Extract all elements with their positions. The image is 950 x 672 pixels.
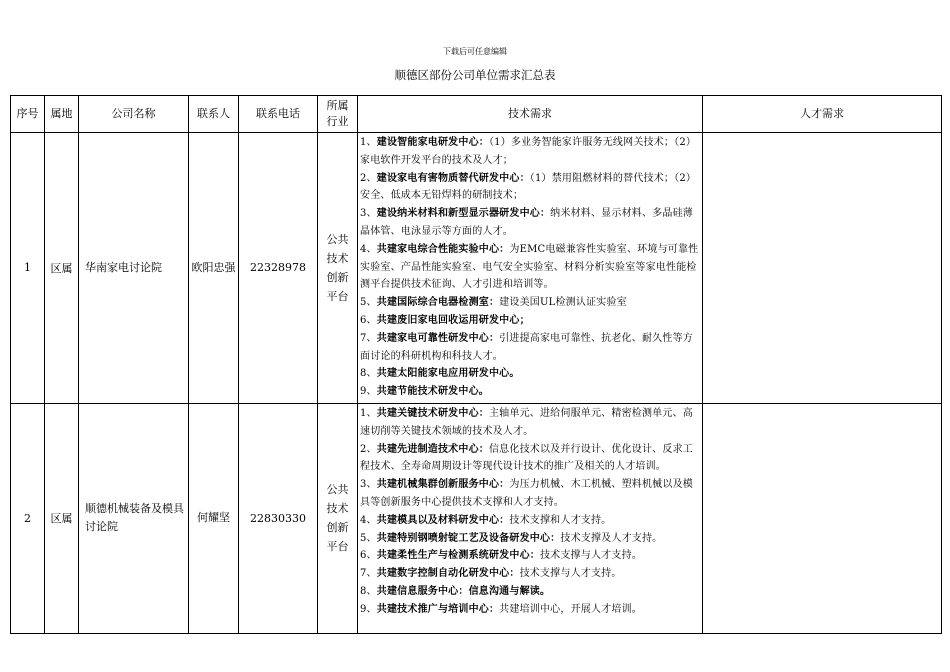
- tech-need-text: 共建培训中心，开展人才培训。: [499, 603, 642, 615]
- tech-need-title: 共建技术推广与培训中心：: [376, 603, 500, 615]
- tech-need-item: [360, 583, 701, 601]
- tech-need-title: 共建信息服务中心：信息沟通与解读。: [376, 585, 551, 597]
- tech-need-text: 技术支撑及人才支持。: [560, 532, 663, 544]
- tech-need-title: 共建数字控制自动化研发中心：: [376, 568, 520, 580]
- tech-need-number: 7、: [360, 332, 377, 344]
- header-industry: [318, 96, 358, 133]
- row-contact: 欧阳忠强: [189, 133, 239, 404]
- row-region: 区属: [45, 133, 79, 404]
- tech-need-title: 建设智能家电研发中心：: [376, 137, 489, 148]
- tech-need-title: 共建太阳能家电应用研发中心。: [376, 368, 520, 380]
- tech-need-item: [360, 512, 701, 530]
- tech-need-number: 4、: [360, 243, 377, 255]
- tech-need-number: 9、: [360, 386, 377, 398]
- row-talent-needs: [703, 403, 942, 633]
- tech-need-item: [360, 405, 701, 441]
- tech-need-title: 共建家电综合性能实验中心：: [376, 243, 510, 255]
- tech-need-item: [360, 565, 701, 583]
- tech-need-item: [360, 601, 701, 619]
- industry-char: 创新: [326, 521, 349, 535]
- row-company: 顺德机械装备及模具讨论院: [79, 403, 189, 633]
- tech-need-title: 共建关键技术研发中心：: [376, 407, 489, 419]
- row-index: 2: [11, 403, 45, 633]
- row-industry: [318, 133, 358, 404]
- tech-need-title: 共建模具以及材料研发中心：: [376, 514, 510, 526]
- tech-need-text: 为EMC电磁兼容性实验室、环境与可靠性实验室、产品性能实验室、电气安全实验室、材料分析实验室等家电性能检测平台提供技术征询、人才引进和培训等。: [360, 243, 699, 291]
- tech-need-item: [360, 294, 701, 312]
- tech-need-text: 引进提高家电可靠性、抗老化、耐久性等方面讨论的科研机构和科技人才。: [360, 332, 693, 362]
- tech-need-item: [360, 241, 701, 294]
- industry-char: 公共: [326, 232, 349, 246]
- tech-need-text: 技术支撑与人才支持。: [539, 550, 642, 562]
- tech-need-title: 共建家电可靠性研发中心：: [376, 332, 500, 344]
- tech-need-item: [360, 547, 701, 565]
- table-row: [11, 403, 942, 633]
- header-region: 属地: [45, 96, 79, 133]
- tech-need-title: 共建特别钢喷射锭工艺及设备研发中心：: [376, 532, 561, 544]
- download-note: 下载后可任意编辑: [443, 47, 507, 56]
- tech-need-number: 6、: [360, 314, 377, 326]
- tech-need-number: 5、: [360, 532, 377, 544]
- header-contact: 联系人: [189, 96, 239, 133]
- row-phone: 22328978: [239, 133, 318, 404]
- industry-char: 平台: [326, 540, 349, 554]
- tech-need-number: 3、: [360, 479, 377, 491]
- tech-need-title: 建设纳米材料和新型显示器研发中心：: [376, 208, 551, 220]
- tech-need-number: 2、: [360, 443, 377, 455]
- tech-need-item: [360, 476, 701, 512]
- industry-char: 公共: [326, 483, 349, 497]
- tech-need-title: 共建机械集群创新服务中心：: [376, 479, 510, 491]
- tech-need-title: 共建节能技术研发中心。: [376, 386, 489, 398]
- tech-need-number: 1、: [360, 137, 377, 148]
- tech-need-item: [360, 441, 701, 477]
- header-talent: 人才需求: [703, 96, 942, 133]
- industry-char: 技术: [326, 502, 349, 516]
- row-contact: 何耀坚: [189, 403, 239, 633]
- tech-need-number: 4、: [360, 514, 377, 526]
- tech-need-number: 6、: [360, 550, 377, 562]
- row-region: 区属: [45, 403, 79, 633]
- row-talent-needs: [703, 133, 942, 404]
- industry-char: 创新: [326, 270, 349, 284]
- table-row: [11, 133, 942, 404]
- tech-need-text: 纳米材料、显示材料、多晶硅薄晶体管、电泳显示等方面的人才。: [360, 208, 693, 237]
- tech-need-text: 建设美国UL检测认证实验室: [499, 297, 627, 309]
- table-body: [11, 133, 942, 634]
- tech-need-item: [360, 530, 701, 548]
- tech-need-number: 3、: [360, 208, 377, 220]
- tech-need-title: 共建先进制造技术中心：: [376, 443, 489, 455]
- tech-need-text: （1）禁用阻燃材料的替代技术；（2）安全、低成本无铅焊料的研制技术；: [360, 172, 697, 202]
- tech-need-title: 共建国际综合电器检测室：: [376, 297, 500, 309]
- row-phone: 22830330: [239, 403, 318, 633]
- row-tech-needs: [358, 403, 703, 633]
- industry-char: 平台: [326, 289, 349, 303]
- tech-need-item: [360, 330, 701, 366]
- tech-need-number: 8、: [360, 585, 377, 597]
- tech-need-text: 主轴单元、进给伺服单元、精密检测单元、高速切削等关键技术领域的技术及人才。: [360, 407, 693, 437]
- tech-need-number: 5、: [360, 297, 377, 309]
- header-industry-line2: 行业: [326, 115, 349, 128]
- tech-need-number: 8、: [360, 368, 377, 380]
- table-header-row: [11, 96, 942, 133]
- tech-need-title: 共建废旧家电回收运用研发中心；: [376, 314, 530, 326]
- tech-need-text: 为压力机械、木工机械、塑料机械以及模具等创新服务中心提供技术支撑和人才支持。: [360, 479, 693, 508]
- tech-need-item: [360, 365, 701, 383]
- tech-need-item: [360, 312, 701, 330]
- demand-summary-table: [10, 95, 942, 634]
- tech-need-text: （1）多业务智能家许服务无线网关技术；（2）家电软件开发平台的技术及人才；: [360, 137, 697, 166]
- row-index: 1: [11, 133, 45, 404]
- tech-need-item: [360, 205, 701, 241]
- row-tech-needs: [358, 133, 703, 404]
- industry-char: 技术: [326, 251, 349, 265]
- header-industry-line1: 所属: [326, 99, 349, 112]
- header-index: 序号: [11, 96, 45, 133]
- tech-need-number: 2、: [360, 172, 377, 184]
- tech-need-number: 9、: [360, 603, 377, 615]
- tech-need-item: [360, 134, 701, 170]
- tech-need-title: 建设家电有害物质替代研发中心：: [376, 172, 530, 184]
- tech-need-title: 共建柔性生产与检测系统研发中心：: [376, 550, 540, 562]
- tech-need-text: 技术支撑和人才支持。: [509, 514, 612, 526]
- page-title: 顺德区部份公司单位需求汇总表: [394, 68, 556, 82]
- tech-need-text: 信息化技术以及并行设计、优化设计、反求工程技术、全寿命周期设计等现代设计技术的推广及相关的人才培训。: [360, 443, 693, 473]
- tech-need-number: 7、: [360, 568, 377, 580]
- tech-need-item: [360, 383, 701, 401]
- header-company: 公司名称: [79, 96, 189, 133]
- row-company: 华南家电讨论院: [79, 133, 189, 404]
- header-phone: 联系电话: [239, 96, 318, 133]
- row-industry: [318, 403, 358, 633]
- tech-need-number: 1、: [360, 407, 377, 419]
- header-tech: 技术需求: [358, 96, 703, 133]
- tech-need-item: [360, 170, 701, 206]
- tech-need-text: 技术支撑与人才支持。: [519, 568, 622, 580]
